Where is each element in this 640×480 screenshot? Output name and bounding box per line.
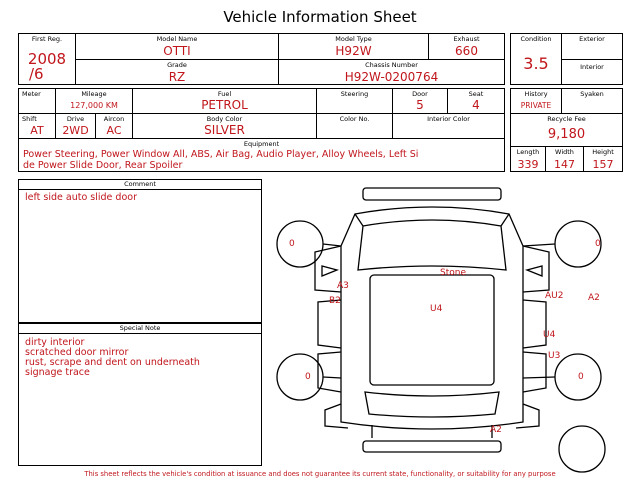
damage-b2: B2 <box>329 296 341 306</box>
height-value: 157 <box>592 158 614 171</box>
shift-value: AT <box>30 124 44 137</box>
body-color-value: SILVER <box>204 123 245 137</box>
door-value: 5 <box>416 98 424 112</box>
aircon-label: Aircon <box>103 115 125 123</box>
rear-bumper-outline <box>363 441 501 452</box>
recycle-fee-label: Recycle Fee <box>547 115 586 123</box>
color-no-label: Color No. <box>339 115 370 123</box>
meter-label: Meter <box>22 90 41 98</box>
model-name-value: OTTI <box>163 44 191 58</box>
rear-right-axle <box>523 377 555 378</box>
disclaimer-footer: This sheet reflects the vehicle's condition at issuance and does not guarantee its current state, functionality, or suitability for any purpose <box>84 470 556 478</box>
right-front-fender <box>523 246 549 292</box>
damage-wheel-rr: 0 <box>578 372 584 382</box>
damage-u4-center: U4 <box>430 304 443 314</box>
comment-text: left side auto slide door <box>25 192 137 203</box>
damage-u3: U3 <box>548 351 561 361</box>
special-note-line: signage trace <box>25 367 90 378</box>
rear-left-corner <box>325 404 348 428</box>
special-note-label: Special Note <box>119 324 161 332</box>
special-note-line: rust, scrape and dent on underneath <box>25 357 200 368</box>
grade-label: Grade <box>167 61 187 69</box>
model-type-label: Model Type <box>335 35 372 43</box>
steering-label: Steering <box>340 90 369 98</box>
length-label: Length <box>516 148 540 156</box>
front-left-axle <box>323 244 341 246</box>
first-reg-month: /6 <box>29 65 44 83</box>
equipment-line1: Power Steering, Power Window All, ABS, Air Bag, Audio Player, Alloy Wheels, Left Si <box>23 149 419 160</box>
model-name-label: Model Name <box>156 35 198 43</box>
damage-u4-right: U4 <box>543 330 556 340</box>
history-value: PRIVATE <box>520 101 552 110</box>
comment-label: Comment <box>124 180 156 188</box>
damage-wheel-fr: 0 <box>595 239 601 249</box>
fuel-value: PETROL <box>201 98 248 112</box>
damage-a2-rear: A2 <box>490 425 502 435</box>
interior-label: Interior <box>580 63 604 71</box>
width-value: 147 <box>554 158 575 171</box>
rear-left-axle <box>323 377 341 378</box>
roof-outline <box>370 275 494 385</box>
door-label: Door <box>412 90 428 98</box>
wheel-front-left <box>277 221 323 267</box>
first-reg-year: 2008 <box>27 50 67 68</box>
recycle-fee-value: 9,180 <box>547 127 586 142</box>
shift-label: Shift <box>22 115 37 123</box>
condition-label: Condition <box>520 35 552 43</box>
windshield-outline <box>358 220 506 270</box>
damage-roof: Stone <box>440 268 466 278</box>
aircon-value: AC <box>106 124 122 137</box>
chassis-value: H92W-0200764 <box>344 70 439 84</box>
condition-value: 3.5 <box>523 54 549 73</box>
mileage-label: Mileage <box>81 90 107 98</box>
chassis-label: Chassis Number <box>365 61 418 69</box>
model-type-value: H92W <box>335 44 372 58</box>
seat-label: Seat <box>468 90 484 98</box>
history-label: History <box>524 90 548 98</box>
left-door <box>318 300 341 348</box>
front-bumper-outline <box>363 188 501 200</box>
rear-right-corner <box>516 404 539 428</box>
grade-value: RZ <box>168 70 186 84</box>
height-label: Height <box>592 148 614 156</box>
seat-value: 4 <box>472 98 480 112</box>
spare-wheel <box>559 426 605 472</box>
right-door <box>523 300 546 348</box>
damage-au2: AU2 <box>545 291 564 301</box>
special-note-line: scratched door mirror <box>25 347 129 358</box>
left-mirror <box>322 266 337 276</box>
right-mirror <box>527 266 542 276</box>
equipment-label: Equipment <box>243 140 280 148</box>
body-color-label: Body Color <box>206 115 243 123</box>
exhaust-label: Exhaust <box>453 35 480 43</box>
damage-wheel-rl: 0 <box>305 372 311 382</box>
fuel-label: Fuel <box>217 90 232 98</box>
syaken-label: Syaken <box>580 90 604 98</box>
mileage-value: 127,000 KM <box>70 101 118 110</box>
exhaust-value: 660 <box>455 44 478 58</box>
equipment-line2: de Power Slide Door, Rear Spoiler <box>23 160 183 171</box>
damage-a3: A3 <box>337 281 349 291</box>
drive-value: 2WD <box>62 124 89 137</box>
special-note-line: dirty interior <box>25 337 85 348</box>
rear-window-outline <box>365 392 499 417</box>
first-reg-label: First Reg. <box>31 35 63 43</box>
width-label: Width <box>555 148 574 156</box>
exterior-label: Exterior <box>579 35 605 43</box>
front-right-axle <box>523 244 555 246</box>
right-rear-door <box>523 352 546 392</box>
interior-color-label: Interior Color <box>427 115 470 123</box>
page-title: Vehicle Information Sheet <box>223 8 417 26</box>
wheel-rear-left <box>277 354 323 400</box>
drive-label: Drive <box>66 115 85 123</box>
length-value: 339 <box>517 158 539 171</box>
damage-wheel-fl: 0 <box>289 239 295 249</box>
damage-a2-right: A2 <box>588 293 600 303</box>
